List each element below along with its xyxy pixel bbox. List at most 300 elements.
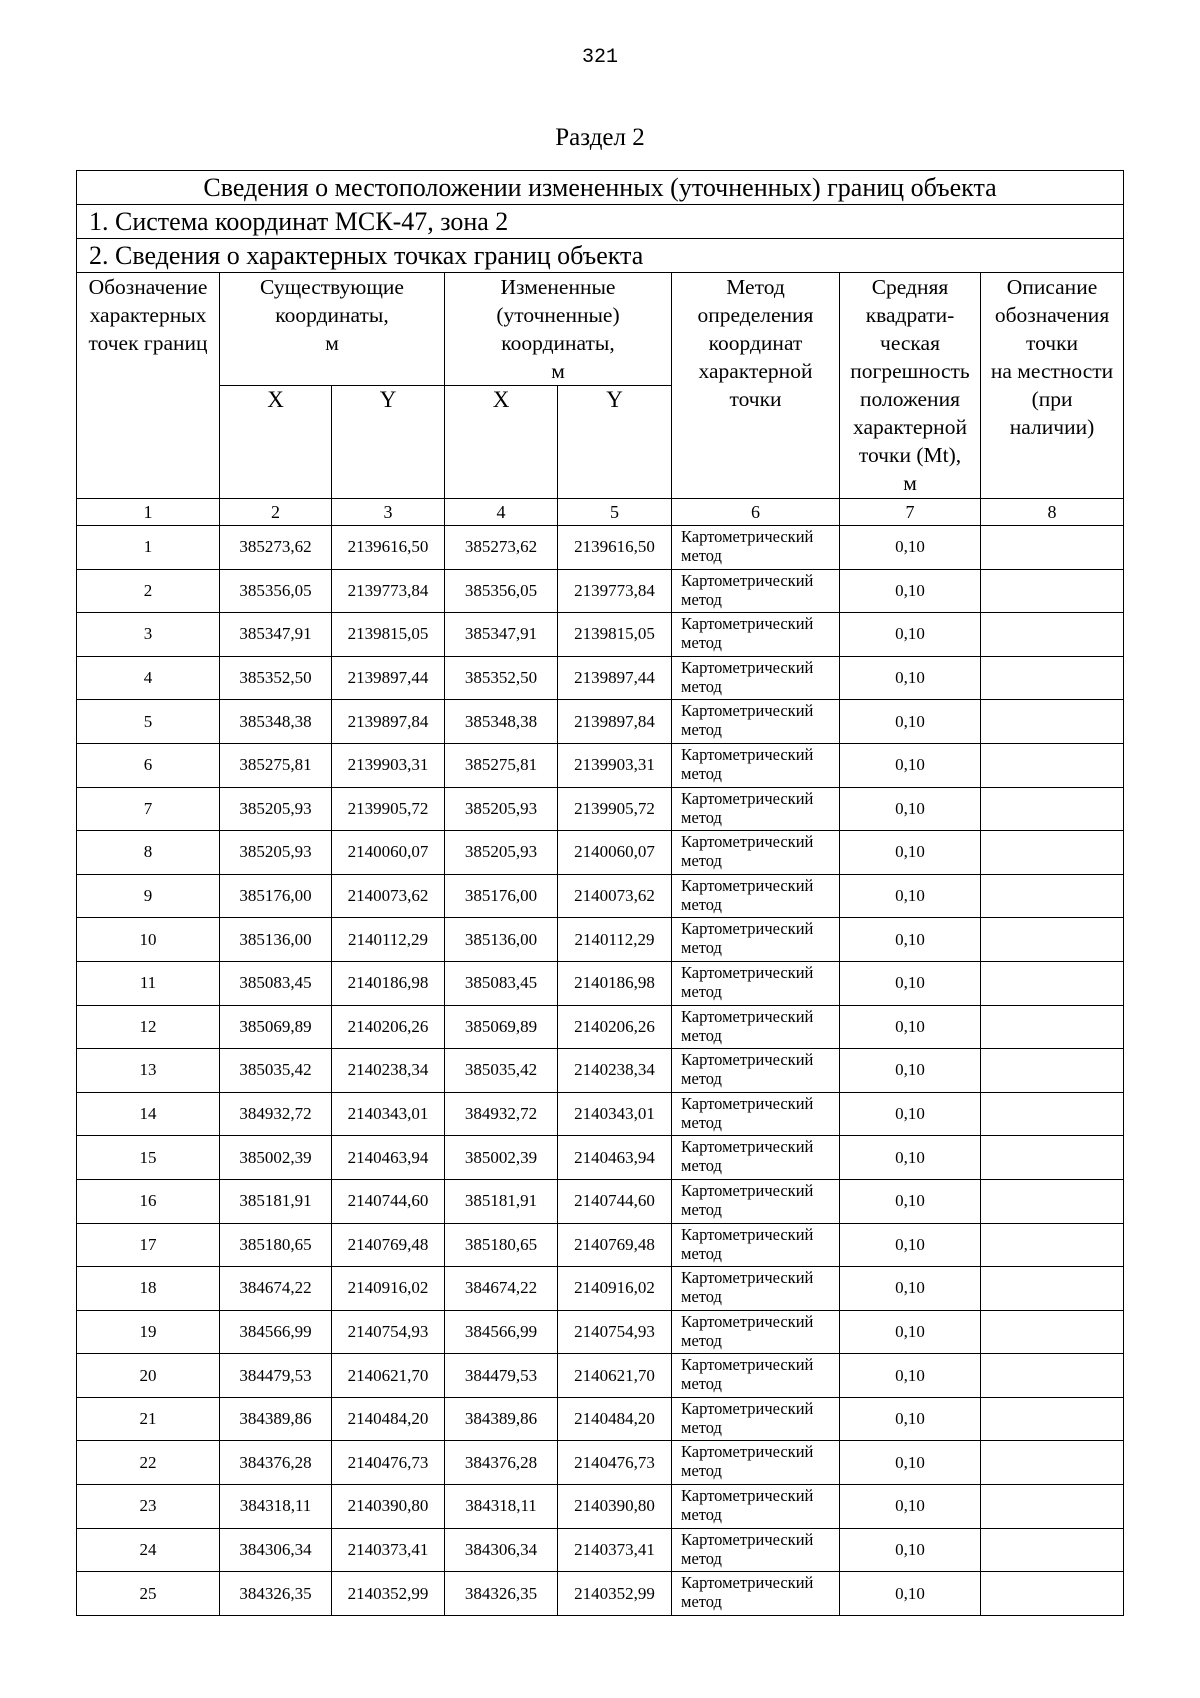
method-label: Картометрический bbox=[681, 1573, 814, 1593]
method-label: Картометрический bbox=[681, 1311, 814, 1331]
method-label: Картометрический bbox=[681, 570, 814, 590]
table-row bbox=[77, 831, 1124, 875]
existing-y: 2139897,84 bbox=[332, 700, 445, 744]
description-cell bbox=[981, 526, 1124, 570]
existing-y: 2140238,34 bbox=[332, 1049, 445, 1093]
existing-x: 385275,81 bbox=[220, 743, 332, 787]
changed-y: 2140744,60 bbox=[558, 1179, 672, 1223]
changed-x: 384674,22 bbox=[445, 1267, 558, 1311]
point-number: 3 bbox=[77, 613, 220, 657]
point-number: 13 bbox=[77, 1049, 220, 1093]
method-label-2: метод bbox=[681, 1461, 722, 1481]
method-cell bbox=[672, 526, 840, 570]
existing-y: 2139773,84 bbox=[332, 569, 445, 613]
table-row bbox=[77, 1397, 1124, 1441]
existing-y: 2139616,50 bbox=[332, 526, 445, 570]
point-number: 23 bbox=[77, 1485, 220, 1529]
method-label: Картометрический bbox=[681, 1529, 814, 1549]
existing-y: 2139903,31 bbox=[332, 743, 445, 787]
method-cell bbox=[672, 918, 840, 962]
table-row bbox=[77, 1179, 1124, 1223]
changed-y: 2140186,98 bbox=[558, 961, 672, 1005]
header-description: Описание обозначения точки на местности (при наличии) bbox=[981, 273, 1124, 499]
existing-x: 385347,91 bbox=[220, 613, 332, 657]
changed-y: 2140484,20 bbox=[558, 1397, 672, 1441]
method-label: Картометрический bbox=[681, 962, 814, 982]
method-cell bbox=[672, 1397, 840, 1441]
existing-y: 2140112,29 bbox=[332, 918, 445, 962]
header-point-designation: Обозначение характерных точек границ bbox=[77, 273, 220, 499]
existing-y: 2140754,93 bbox=[332, 1310, 445, 1354]
point-number: 22 bbox=[77, 1441, 220, 1485]
method-cell bbox=[672, 656, 840, 700]
method-cell bbox=[672, 700, 840, 744]
description-cell bbox=[981, 613, 1124, 657]
column-number: 3 bbox=[332, 499, 445, 526]
existing-y: 2140621,70 bbox=[332, 1354, 445, 1398]
table-row bbox=[77, 1136, 1124, 1180]
description-cell bbox=[981, 1049, 1124, 1093]
changed-x: 384318,11 bbox=[445, 1485, 558, 1529]
error-value: 0,10 bbox=[840, 787, 981, 831]
changed-x: 384932,72 bbox=[445, 1092, 558, 1136]
method-label: Картометрический bbox=[681, 614, 814, 634]
description-cell bbox=[981, 787, 1124, 831]
changed-x: 385356,05 bbox=[445, 569, 558, 613]
changed-y: 2140463,94 bbox=[558, 1136, 672, 1180]
changed-y: 2140343,01 bbox=[558, 1092, 672, 1136]
error-value: 0,10 bbox=[840, 1485, 981, 1529]
changed-y: 2140476,73 bbox=[558, 1441, 672, 1485]
point-number: 11 bbox=[77, 961, 220, 1005]
method-cell bbox=[672, 1441, 840, 1485]
error-value: 0,10 bbox=[840, 1179, 981, 1223]
existing-x: 384389,86 bbox=[220, 1397, 332, 1441]
changed-x: 384389,86 bbox=[445, 1397, 558, 1441]
description-cell bbox=[981, 1179, 1124, 1223]
changed-y: 2139905,72 bbox=[558, 787, 672, 831]
point-number: 6 bbox=[77, 743, 220, 787]
method-label-2: метод bbox=[681, 894, 722, 914]
existing-x: 385181,91 bbox=[220, 1179, 332, 1223]
method-cell bbox=[672, 1485, 840, 1529]
changed-x: 385136,00 bbox=[445, 918, 558, 962]
changed-x: 384479,53 bbox=[445, 1354, 558, 1398]
changed-y: 2140238,34 bbox=[558, 1049, 672, 1093]
method-cell bbox=[672, 831, 840, 875]
method-label-2: метод bbox=[681, 1025, 722, 1045]
existing-x: 384479,53 bbox=[220, 1354, 332, 1398]
changed-x: 384326,35 bbox=[445, 1572, 558, 1616]
description-cell bbox=[981, 1528, 1124, 1572]
header-changed-coordinates: Измененные (уточненные) координаты, м bbox=[445, 273, 672, 386]
table-row bbox=[77, 1005, 1124, 1049]
method-label-2: метод bbox=[681, 1505, 722, 1525]
description-cell bbox=[981, 961, 1124, 1005]
column-number: 7 bbox=[840, 499, 981, 526]
changed-y: 2140621,70 bbox=[558, 1354, 672, 1398]
description-cell bbox=[981, 1441, 1124, 1485]
point-number: 12 bbox=[77, 1005, 220, 1049]
changed-x: 384376,28 bbox=[445, 1441, 558, 1485]
point-number: 10 bbox=[77, 918, 220, 962]
existing-x: 385035,42 bbox=[220, 1049, 332, 1093]
point-number: 8 bbox=[77, 831, 220, 875]
existing-y: 2140206,26 bbox=[332, 1005, 445, 1049]
method-label: Картометрический bbox=[681, 1006, 814, 1026]
description-cell bbox=[981, 1267, 1124, 1311]
method-label: Картометрический bbox=[681, 1093, 814, 1113]
error-value: 0,10 bbox=[840, 1310, 981, 1354]
changed-y: 2139897,44 bbox=[558, 656, 672, 700]
existing-x: 384318,11 bbox=[220, 1485, 332, 1529]
description-cell bbox=[981, 874, 1124, 918]
description-cell bbox=[981, 831, 1124, 875]
changed-y: 2140060,07 bbox=[558, 831, 672, 875]
point-number: 1 bbox=[77, 526, 220, 570]
existing-x: 385352,50 bbox=[220, 656, 332, 700]
changed-y: 2139616,50 bbox=[558, 526, 672, 570]
existing-x: 385136,00 bbox=[220, 918, 332, 962]
changed-y: 2140916,02 bbox=[558, 1267, 672, 1311]
description-cell bbox=[981, 1223, 1124, 1267]
changed-x: 384306,34 bbox=[445, 1528, 558, 1572]
table-row bbox=[77, 656, 1124, 700]
method-label-2: метод bbox=[681, 633, 722, 653]
changed-x: 385181,91 bbox=[445, 1179, 558, 1223]
method-label: Картометрический bbox=[681, 1486, 814, 1506]
changed-y: 2139815,05 bbox=[558, 613, 672, 657]
method-label-2: метод bbox=[681, 676, 722, 696]
changed-x: 385352,50 bbox=[445, 656, 558, 700]
changed-x: 384566,99 bbox=[445, 1310, 558, 1354]
method-cell bbox=[672, 1049, 840, 1093]
existing-y: 2140476,73 bbox=[332, 1441, 445, 1485]
changed-x: 385348,38 bbox=[445, 700, 558, 744]
existing-x: 384326,35 bbox=[220, 1572, 332, 1616]
changed-y: 2140206,26 bbox=[558, 1005, 672, 1049]
column-numbers-row bbox=[77, 499, 1124, 526]
error-value: 0,10 bbox=[840, 1223, 981, 1267]
method-label-2: метод bbox=[681, 1243, 722, 1263]
description-cell bbox=[981, 1485, 1124, 1529]
error-value: 0,10 bbox=[840, 569, 981, 613]
existing-x: 385176,00 bbox=[220, 874, 332, 918]
method-cell bbox=[672, 1223, 840, 1267]
point-number: 14 bbox=[77, 1092, 220, 1136]
method-label: Картометрический bbox=[681, 1442, 814, 1462]
error-value: 0,10 bbox=[840, 1005, 981, 1049]
method-cell bbox=[672, 787, 840, 831]
error-value: 0,10 bbox=[840, 1136, 981, 1180]
table-row bbox=[77, 918, 1124, 962]
method-label-2: метод bbox=[681, 546, 722, 565]
method-cell bbox=[672, 613, 840, 657]
method-label: Картометрический bbox=[681, 1050, 814, 1070]
table-row bbox=[77, 613, 1124, 657]
existing-x: 385205,93 bbox=[220, 787, 332, 831]
existing-x: 385356,05 bbox=[220, 569, 332, 613]
description-cell bbox=[981, 1310, 1124, 1354]
header-mean-square-error: Средняя квадрати- ческая погрешность положения характерной точки (Mt), м bbox=[840, 273, 981, 499]
table-row bbox=[77, 1354, 1124, 1398]
description-cell bbox=[981, 656, 1124, 700]
method-label: Картометрический bbox=[681, 1355, 814, 1375]
method-cell bbox=[672, 1136, 840, 1180]
method-label-2: метод bbox=[681, 1112, 722, 1132]
method-cell bbox=[672, 1005, 840, 1049]
existing-y: 2140373,41 bbox=[332, 1528, 445, 1572]
existing-y: 2140073,62 bbox=[332, 874, 445, 918]
existing-y: 2140060,07 bbox=[332, 831, 445, 875]
existing-x: 385083,45 bbox=[220, 961, 332, 1005]
description-cell bbox=[981, 1397, 1124, 1441]
changed-x: 385275,81 bbox=[445, 743, 558, 787]
method-label: Картометрический bbox=[681, 744, 814, 764]
changed-y: 2140769,48 bbox=[558, 1223, 672, 1267]
changed-y: 2139897,84 bbox=[558, 700, 672, 744]
error-value: 0,10 bbox=[840, 613, 981, 657]
changed-x: 385176,00 bbox=[445, 874, 558, 918]
changed-x: 385069,89 bbox=[445, 1005, 558, 1049]
error-value: 0,10 bbox=[840, 1354, 981, 1398]
method-label: Картометрический bbox=[681, 657, 814, 677]
method-label-2: метод bbox=[681, 1156, 722, 1176]
column-number: 2 bbox=[220, 499, 332, 526]
method-label-2: метод bbox=[681, 851, 722, 871]
method-cell bbox=[672, 1572, 840, 1616]
existing-x: 385002,39 bbox=[220, 1136, 332, 1180]
table-row bbox=[77, 1267, 1124, 1311]
point-number: 17 bbox=[77, 1223, 220, 1267]
method-label: Картометрический bbox=[681, 832, 814, 852]
existing-x: 384674,22 bbox=[220, 1267, 332, 1311]
point-number: 18 bbox=[77, 1267, 220, 1311]
table-row bbox=[77, 961, 1124, 1005]
method-label: Картометрический bbox=[681, 788, 814, 808]
error-value: 0,10 bbox=[840, 656, 981, 700]
method-label-2: метод bbox=[681, 720, 722, 740]
description-cell bbox=[981, 1005, 1124, 1049]
method-cell bbox=[672, 1267, 840, 1311]
table-row bbox=[77, 1441, 1124, 1485]
changed-y: 2140112,29 bbox=[558, 918, 672, 962]
changed-x: 385083,45 bbox=[445, 961, 558, 1005]
method-label: Картометрический bbox=[681, 1268, 814, 1288]
description-cell bbox=[981, 743, 1124, 787]
existing-y: 2140186,98 bbox=[332, 961, 445, 1005]
table-row bbox=[77, 1092, 1124, 1136]
description-cell bbox=[981, 1092, 1124, 1136]
method-cell bbox=[672, 961, 840, 1005]
error-value: 0,10 bbox=[840, 1397, 981, 1441]
method-cell bbox=[672, 1092, 840, 1136]
method-label: Картометрический bbox=[681, 875, 814, 895]
table-row bbox=[77, 569, 1124, 613]
method-cell bbox=[672, 1179, 840, 1223]
header-existing-y: Y bbox=[332, 386, 445, 499]
method-label-2: метод bbox=[681, 1592, 722, 1612]
method-cell bbox=[672, 1310, 840, 1354]
error-value: 0,10 bbox=[840, 1528, 981, 1572]
existing-y: 2140463,94 bbox=[332, 1136, 445, 1180]
changed-x: 385205,93 bbox=[445, 787, 558, 831]
error-value: 0,10 bbox=[840, 874, 981, 918]
method-label-2: метод bbox=[681, 589, 722, 609]
error-value: 0,10 bbox=[840, 1049, 981, 1093]
method-label-2: метод bbox=[681, 1330, 722, 1350]
existing-x: 384376,28 bbox=[220, 1441, 332, 1485]
point-number: 19 bbox=[77, 1310, 220, 1354]
table-row bbox=[77, 700, 1124, 744]
coordinate-system-line: 1. Система координат МСК-47, зона 2 bbox=[77, 205, 1124, 239]
changed-y: 2140352,99 bbox=[558, 1572, 672, 1616]
point-number: 24 bbox=[77, 1528, 220, 1572]
error-value: 0,10 bbox=[840, 526, 981, 570]
table-row bbox=[77, 1223, 1124, 1267]
method-cell bbox=[672, 1354, 840, 1398]
existing-y: 2140484,20 bbox=[332, 1397, 445, 1441]
error-value: 0,10 bbox=[840, 1572, 981, 1616]
existing-x: 385273,62 bbox=[220, 526, 332, 570]
column-number: 5 bbox=[558, 499, 672, 526]
error-value: 0,10 bbox=[840, 831, 981, 875]
changed-x: 385347,91 bbox=[445, 613, 558, 657]
method-label-2: метод bbox=[681, 1199, 722, 1219]
changed-y: 2140373,41 bbox=[558, 1528, 672, 1572]
existing-x: 384566,99 bbox=[220, 1310, 332, 1354]
description-cell bbox=[981, 569, 1124, 613]
existing-y: 2140769,48 bbox=[332, 1223, 445, 1267]
points-info-line: 2. Сведения о характерных точках границ объекта bbox=[77, 239, 1124, 273]
changed-y: 2140390,80 bbox=[558, 1485, 672, 1529]
changed-x: 385035,42 bbox=[445, 1049, 558, 1093]
method-label: Картометрический bbox=[681, 919, 814, 939]
changed-y: 2139903,31 bbox=[558, 743, 672, 787]
existing-x: 384932,72 bbox=[220, 1092, 332, 1136]
changed-y: 2140073,62 bbox=[558, 874, 672, 918]
method-label-2: метод bbox=[681, 981, 722, 1001]
table-row bbox=[77, 1049, 1124, 1093]
error-value: 0,10 bbox=[840, 700, 981, 744]
point-number: 25 bbox=[77, 1572, 220, 1616]
table-row bbox=[77, 787, 1124, 831]
error-value: 0,10 bbox=[840, 918, 981, 962]
method-label-2: метод bbox=[681, 1069, 722, 1089]
changed-y: 2140754,93 bbox=[558, 1310, 672, 1354]
method-label-2: метод bbox=[681, 807, 722, 827]
existing-y: 2140744,60 bbox=[332, 1179, 445, 1223]
column-number: 8 bbox=[981, 499, 1124, 526]
point-number: 16 bbox=[77, 1179, 220, 1223]
point-number: 5 bbox=[77, 700, 220, 744]
method-label: Картометрический bbox=[681, 1398, 814, 1418]
method-label-2: метод bbox=[681, 1417, 722, 1437]
existing-x: 385069,89 bbox=[220, 1005, 332, 1049]
changed-x: 385002,39 bbox=[445, 1136, 558, 1180]
header-existing-x: X bbox=[220, 386, 332, 499]
method-label-2: метод bbox=[681, 763, 722, 783]
description-cell bbox=[981, 1354, 1124, 1398]
error-value: 0,10 bbox=[840, 1441, 981, 1485]
method-label: Картометрический bbox=[681, 1137, 814, 1157]
changed-x: 385180,65 bbox=[445, 1223, 558, 1267]
existing-y: 2140343,01 bbox=[332, 1092, 445, 1136]
error-value: 0,10 bbox=[840, 961, 981, 1005]
existing-y: 2139905,72 bbox=[332, 787, 445, 831]
table-row bbox=[77, 874, 1124, 918]
method-label-2: метод bbox=[681, 938, 722, 958]
existing-y: 2140352,99 bbox=[332, 1572, 445, 1616]
header-changed-y: Y bbox=[558, 386, 672, 499]
method-label: Картометрический bbox=[681, 701, 814, 721]
existing-x: 385348,38 bbox=[220, 700, 332, 744]
method-cell bbox=[672, 569, 840, 613]
changed-x: 385273,62 bbox=[445, 526, 558, 570]
table-row bbox=[77, 1310, 1124, 1354]
method-cell bbox=[672, 743, 840, 787]
column-number: 6 bbox=[672, 499, 840, 526]
changed-y: 2139773,84 bbox=[558, 569, 672, 613]
point-number: 20 bbox=[77, 1354, 220, 1398]
page-number: 321 bbox=[581, 46, 618, 69]
point-number: 15 bbox=[77, 1136, 220, 1180]
table-row bbox=[77, 743, 1124, 787]
column-number: 1 bbox=[77, 499, 220, 526]
method-label-2: метод bbox=[681, 1287, 722, 1307]
method-cell bbox=[672, 874, 840, 918]
existing-y: 2140390,80 bbox=[332, 1485, 445, 1529]
method-label-2: метод bbox=[681, 1548, 722, 1568]
header-existing-coordinates: Существующие координаты, м bbox=[220, 273, 445, 386]
table-row bbox=[77, 1528, 1124, 1572]
error-value: 0,10 bbox=[840, 1267, 981, 1311]
point-number: 2 bbox=[77, 569, 220, 613]
existing-x: 385180,65 bbox=[220, 1223, 332, 1267]
method-label: Картометрический bbox=[681, 1180, 814, 1200]
table-title: Сведения о местоположении измененных (уточненных) границ объекта bbox=[77, 171, 1124, 205]
description-cell bbox=[981, 918, 1124, 962]
header-method: Метод определения координат характерной точки bbox=[672, 273, 840, 499]
existing-y: 2139815,05 bbox=[332, 613, 445, 657]
method-label-2: метод bbox=[681, 1374, 722, 1394]
point-number: 4 bbox=[77, 656, 220, 700]
table-row bbox=[77, 526, 1124, 570]
header-changed-x: X bbox=[445, 386, 558, 499]
table-row bbox=[77, 1485, 1124, 1529]
method-label: Картометрический bbox=[681, 527, 814, 546]
description-cell bbox=[981, 1136, 1124, 1180]
method-cell bbox=[672, 1528, 840, 1572]
existing-y: 2140916,02 bbox=[332, 1267, 445, 1311]
point-number: 21 bbox=[77, 1397, 220, 1441]
error-value: 0,10 bbox=[840, 743, 981, 787]
error-value: 0,10 bbox=[840, 1092, 981, 1136]
boundary-points-table bbox=[76, 170, 1124, 1616]
existing-x: 385205,93 bbox=[220, 831, 332, 875]
existing-y: 2139897,44 bbox=[332, 656, 445, 700]
section-title: Раздел 2 bbox=[555, 124, 645, 151]
method-label: Картометрический bbox=[681, 1224, 814, 1244]
existing-x: 384306,34 bbox=[220, 1528, 332, 1572]
table-row bbox=[77, 1572, 1124, 1616]
column-number: 4 bbox=[445, 499, 558, 526]
point-number: 9 bbox=[77, 874, 220, 918]
changed-x: 385205,93 bbox=[445, 831, 558, 875]
description-cell bbox=[981, 700, 1124, 744]
description-cell bbox=[981, 1572, 1124, 1616]
point-number: 7 bbox=[77, 787, 220, 831]
